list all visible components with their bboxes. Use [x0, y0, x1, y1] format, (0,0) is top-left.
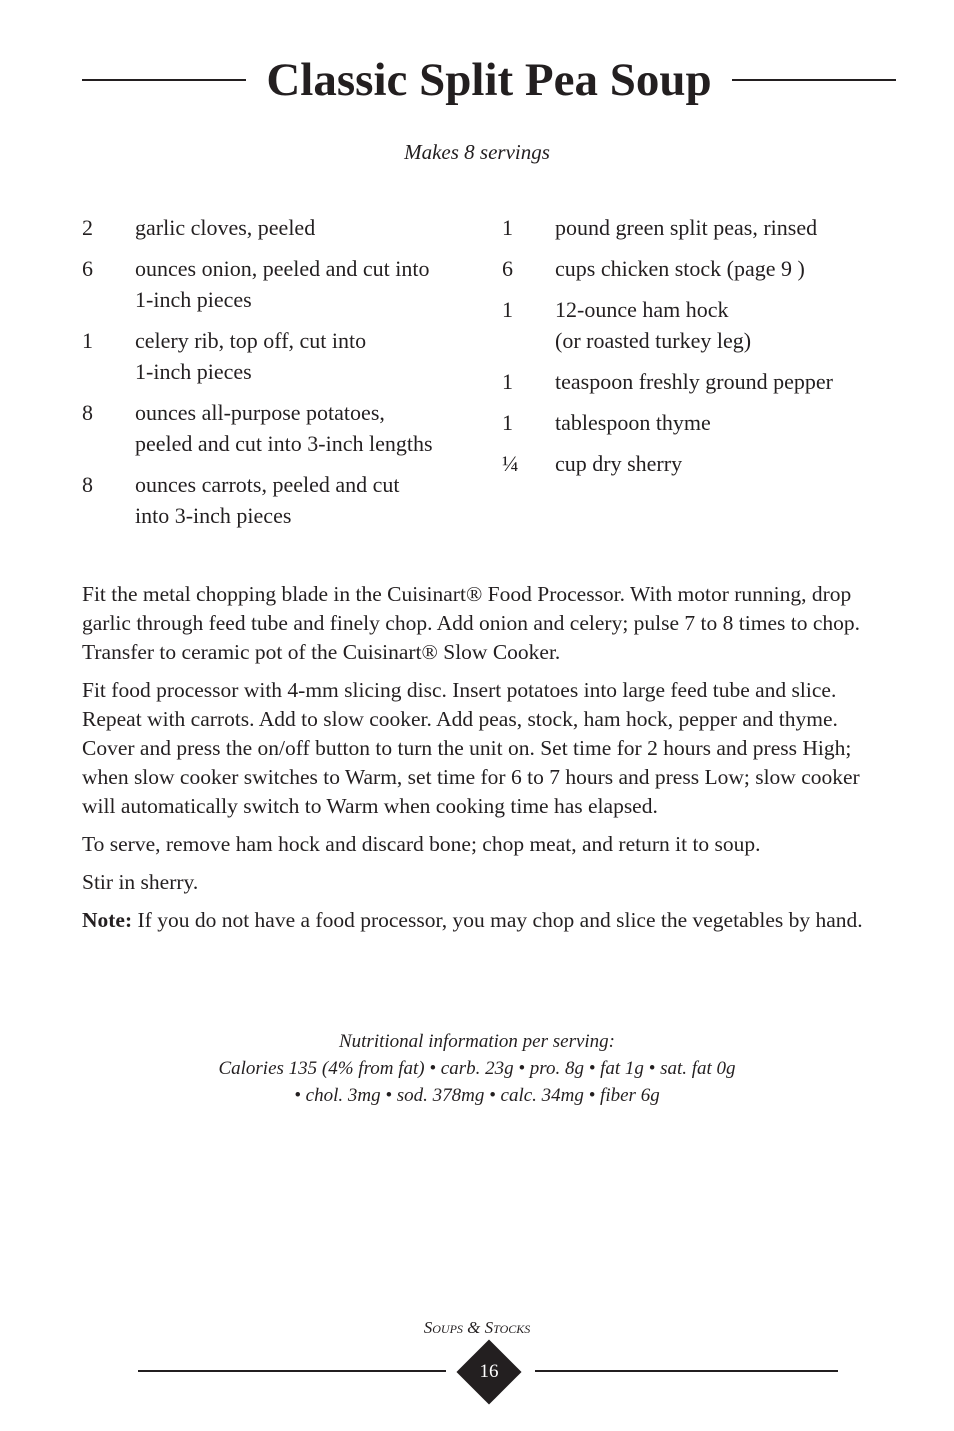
ingredient-item	[502, 366, 882, 397]
ingredient-item	[502, 407, 882, 438]
page-number: 16	[479, 1361, 499, 1382]
ingredient-item	[502, 212, 882, 243]
instruction-paragraph: Fit food processor with 4-mm slicing disc. Insert potatoes into large feed tube and slice. Repeat with carrots. Add to slow cooker. Add peas, stock, ham hock, pepper and thyme. Cover and press the on/off button to turn the unit on. Set time for 2 hours and press High; when slow cooker switches to Warm, set time for 6 to 7 hours and press Low; slow cooker will automatically switch to Warm when cooking time has elapsed.	[82, 678, 860, 818]
nutrition-heading: Nutritional information per serving:	[338, 1031, 616, 1052]
ingredient-quantity: 8	[82, 400, 93, 425]
ingredient-item	[502, 253, 882, 284]
ingredient-quantity: 1	[82, 328, 93, 353]
ingredient-description: ounces all-purpose potatoes, peeled and cut into 3-inch lengths	[135, 400, 433, 456]
instruction-paragraph: Fit the metal chopping blade in the Cuisinart® Food Processor. With motor running, drop garlic through feed tube and finely chop. Add onion and celery; pulse 7 to 8 times to chop. Transfer to ceramic pot of the Cuisinart® Slow Cooker.	[82, 582, 860, 664]
nutrition-line: • chol. 3mg • sod. 378mg • calc. 34mg • fiber 6g	[294, 1085, 660, 1106]
title-rule-left	[82, 79, 246, 81]
note-text: If you do not have a food processor, you may chop and slice the vegetables by hand.	[132, 908, 863, 932]
ingredients-left-column	[82, 212, 482, 541]
ingredient-description: cup dry sherry	[555, 451, 683, 476]
ingredient-quantity: 6	[502, 256, 513, 281]
ingredient-description: garlic cloves, peeled	[135, 215, 316, 240]
ingredient-quantity: 1	[502, 297, 513, 322]
nutrition-line: Calories 135 (4% from fat) • carb. 23g • pro. 8g • fat 1g • sat. fat 0g	[218, 1058, 736, 1079]
ingredient-quantity: 1	[502, 215, 513, 240]
ingredient-description: ounces onion, peeled and cut into 1-inch pieces	[135, 256, 430, 312]
ingredient-item	[82, 212, 482, 243]
ingredient-item	[502, 294, 882, 356]
ingredient-quantity: 1	[502, 369, 513, 394]
instruction-paragraph: Stir in sherry.	[82, 870, 199, 894]
ingredient-item	[82, 397, 482, 459]
nutrition-info	[0, 1028, 954, 1109]
servings-text: Makes 8 servings	[404, 140, 550, 164]
instruction-paragraph: To serve, remove ham hock and discard bone; chop meat, and return it to soup.	[82, 832, 761, 856]
ingredient-description: 12-ounce ham hock (or roasted turkey leg)	[555, 297, 752, 353]
instructions	[82, 580, 888, 944]
note-label: Note:	[82, 908, 133, 932]
title-rule-right	[732, 79, 896, 81]
title-row	[82, 50, 896, 110]
section-name: Soups & Stocks	[423, 1318, 531, 1337]
ingredient-description: pound green split peas, rinsed	[555, 215, 818, 240]
ingredient-item	[502, 448, 882, 479]
ingredient-quantity: 2	[82, 215, 93, 240]
ingredient-quantity: 1	[502, 410, 513, 435]
ingredient-item	[82, 253, 482, 315]
ingredient-description: celery rib, top off, cut into 1-inch pieces	[135, 328, 367, 384]
ingredient-item	[82, 325, 482, 387]
ingredient-quantity: 6	[82, 256, 93, 281]
ingredient-quantity: ¼	[502, 451, 519, 476]
ingredient-description: cups chicken stock (page 9 )	[555, 256, 805, 281]
ingredient-description: tablespoon thyme	[555, 410, 711, 435]
note-paragraph	[82, 906, 888, 935]
ingredient-item	[82, 469, 482, 531]
ingredient-description: ounces carrots, peeled and cut into 3-inch pieces	[135, 472, 400, 528]
ingredients-right-column	[502, 212, 882, 489]
ingredient-quantity: 8	[82, 472, 93, 497]
footer-rule-left	[138, 1370, 446, 1372]
ingredient-description: teaspoon freshly ground pepper	[555, 369, 833, 394]
footer-rule-right	[535, 1370, 838, 1372]
recipe-title: Classic Split Pea Soup	[266, 54, 712, 106]
